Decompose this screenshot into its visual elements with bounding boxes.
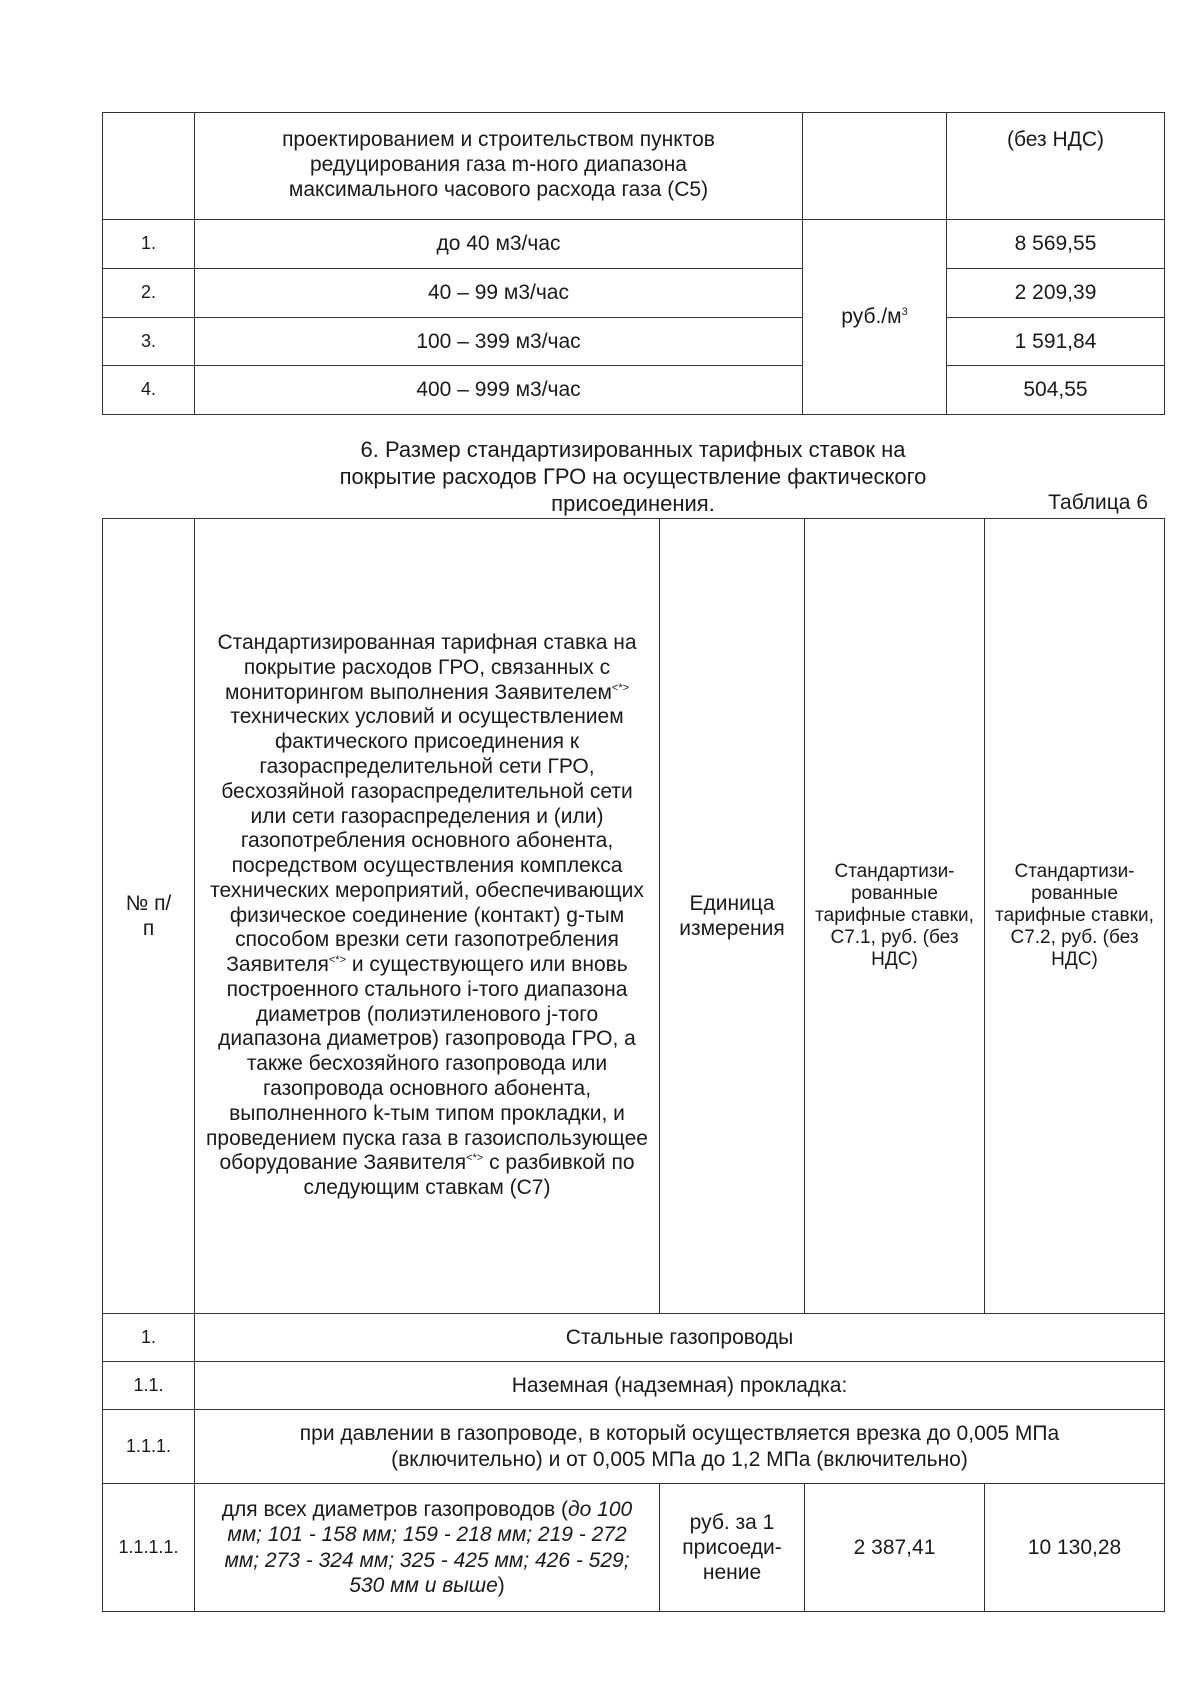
- unit-cell: $руб./м^3$: [803, 220, 947, 415]
- row-number: 4.: [103, 366, 195, 415]
- range-cell: 100 – 399 м3/час: [195, 318, 803, 366]
- header-value: (без НДС): [947, 113, 1165, 220]
- header-c71: Стандартизи-рованные тарифные ставки, С7.1, руб. (без НДС): [805, 519, 985, 1314]
- empty-cell: [103, 113, 195, 220]
- value-cell: 1 591,84: [947, 318, 1165, 366]
- range-cell: до 40 м3/час: [195, 220, 803, 269]
- header-unit: Единица измерения: [660, 519, 805, 1314]
- diameter-description: для всех диаметров газопроводов (до 100 мм; 101 - 158 мм; 159 - 218 мм; 219 - 272 мм; 273 - 324 мм; 325 - 425 мм; 426 - 529; 530 мм и выше): [195, 1484, 660, 1612]
- table-row: [103, 220, 1165, 269]
- table-row: [103, 318, 1165, 366]
- table-row: [103, 269, 1165, 318]
- range-cell: 400 – 999 м3/час: [195, 366, 803, 415]
- table-row: [103, 113, 1165, 220]
- header-description: Стандартизированная тарифная ставка на покрытие расходов ГРО, связанных с мониторингом выполнения Заявителем<*> технических условий и осуществлением фактического присоединения к газораспределительной сети ГРО, бесхозяйной газораспределительной сети или сети газораспределения и (или) газопотребления основного абонента, посредством осуществления комплекса технических мероприятий, обеспечивающих физическое соединение (контакт) g-тым способом врезки сети газопотребления Заявителя<*> и существующего или вновь построенного стального i-того диапазона диаметров (полиэтиленового j-того диапазона диаметров) газопровода ГРО, а также бесхозяйного газопровода или газопровода основного абонента, выполненного k-тым типом прокладки, и проведением пуска газа в газоиспользующее оборудование Заявителя<*> с разбивкой по следующим ставкам (С7): [195, 519, 660, 1314]
- section-heading: 6. Размер стандартизированных тарифных ставок на покрытие расходов ГРО на осуществление фактического присоединения.: [339, 437, 927, 516]
- value-cell: 8 569,55: [947, 220, 1165, 269]
- table-row: [103, 1410, 1165, 1484]
- table-header-row: [103, 519, 1165, 1314]
- section-title: при давлении в газопроводе, в который осуществляется врезка до 0,005 МПа (включительно) и от 0,005 МПа до 1,2 МПа (включительно): [195, 1410, 1165, 1484]
- empty-cell: [803, 113, 947, 220]
- value-cell: 504,55: [947, 366, 1165, 415]
- table-caption: Таблица 6: [1048, 491, 1148, 514]
- row-number: 1.: [103, 220, 195, 269]
- row-number: 2.: [103, 269, 195, 318]
- header-number: № п/п: [103, 519, 195, 1314]
- value-c72: 10 130,28: [985, 1484, 1165, 1612]
- row-number: 1.: [103, 1314, 195, 1362]
- table-row: [103, 1314, 1165, 1362]
- table-row: [103, 366, 1165, 415]
- value-c71: 2 387,41: [805, 1484, 985, 1612]
- row-number: 3.: [103, 318, 195, 366]
- row-number: 1.1.1.: [103, 1410, 195, 1484]
- table-5-continuation: [102, 112, 1165, 415]
- row-number: 1.1.: [103, 1362, 195, 1410]
- header-c72: Стандартизи-рованные тарифные ставки, С7.2, руб. (без НДС): [985, 519, 1165, 1314]
- section-title: Наземная (надземная) прокладка:: [195, 1362, 1165, 1410]
- value-cell: 2 209,39: [947, 269, 1165, 318]
- header-description: проектированием и строительством пунктов редуцирования газа m-ного диапазона максимального часового расхода газа (С5): [195, 113, 803, 220]
- table-row: [103, 1362, 1165, 1410]
- unit-cell: руб. за 1 присоеди-нение: [660, 1484, 805, 1612]
- range-cell: 40 – 99 м3/час: [195, 269, 803, 318]
- table-row: [103, 1484, 1165, 1612]
- section-title: Стальные газопроводы: [195, 1314, 1165, 1362]
- table-6: [102, 518, 1165, 1612]
- row-number: 1.1.1.1.: [103, 1484, 195, 1612]
